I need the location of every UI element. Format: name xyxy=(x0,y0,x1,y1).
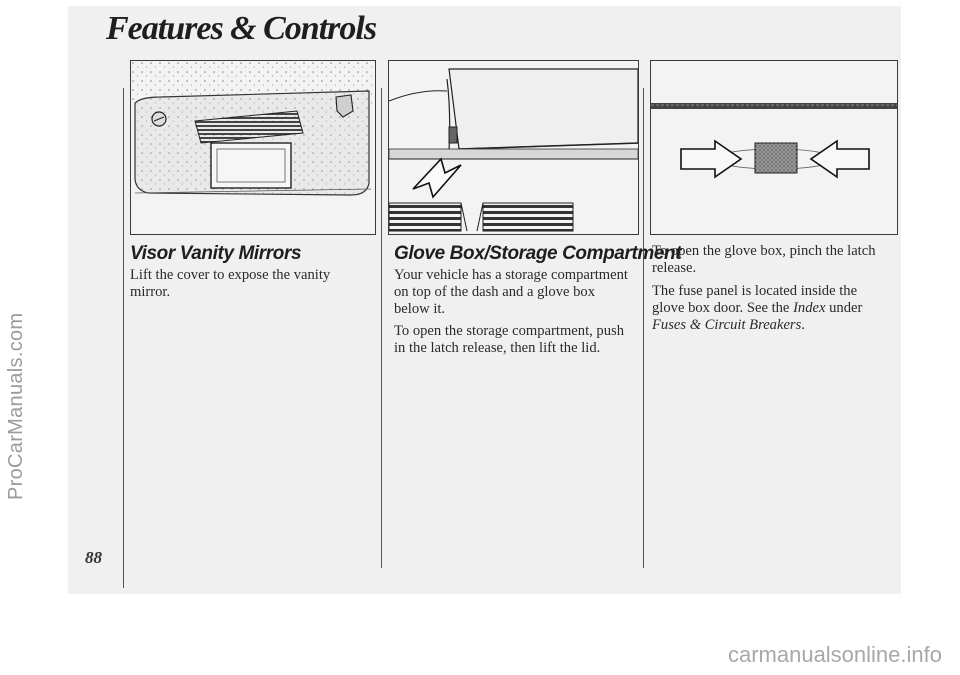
visor-vanity-mirrors-heading: Visor Vanity Mirrors xyxy=(130,243,302,264)
glove-box-latch-illustration xyxy=(650,60,898,235)
fuses-circuit-breakers-reference: Fuses & Circuit Breakers xyxy=(652,317,802,333)
glove-box-storage-heading: Glove Box/Storage Compartment xyxy=(394,243,682,264)
fuse-note-middle: under xyxy=(825,300,863,316)
fuse-panel-note xyxy=(652,283,888,334)
storage-open-instructions: To open the storage compartment, push in the latch release, then lift the lid. xyxy=(394,323,624,356)
side-watermark: ProCarManuals.com xyxy=(5,312,27,500)
visor-mirror-illustration xyxy=(130,60,376,235)
index-reference: Index xyxy=(793,300,826,316)
page-title: Features & Controls xyxy=(106,10,377,47)
bottom-watermark: carmanualsonline.info xyxy=(727,642,942,667)
storage-compartment-illustration xyxy=(388,60,639,235)
fuse-note-before: The fuse panel is located inside the glove box door. See the xyxy=(652,283,858,316)
column-rule-1 xyxy=(381,88,382,568)
fuse-note-end: . xyxy=(801,317,805,333)
left-margin-rule xyxy=(123,88,124,588)
page-number: 88 xyxy=(85,548,102,567)
column-rule-2 xyxy=(643,88,644,568)
visor-mirror-text: Lift the cover to expose the vanity mirror. xyxy=(130,267,331,300)
glove-box-open-instructions: To open the glove box, pinch the latch release. xyxy=(652,243,876,276)
storage-description-text: Your vehicle has a storage compartment on top of the dash and a glove box below it. xyxy=(394,267,628,317)
